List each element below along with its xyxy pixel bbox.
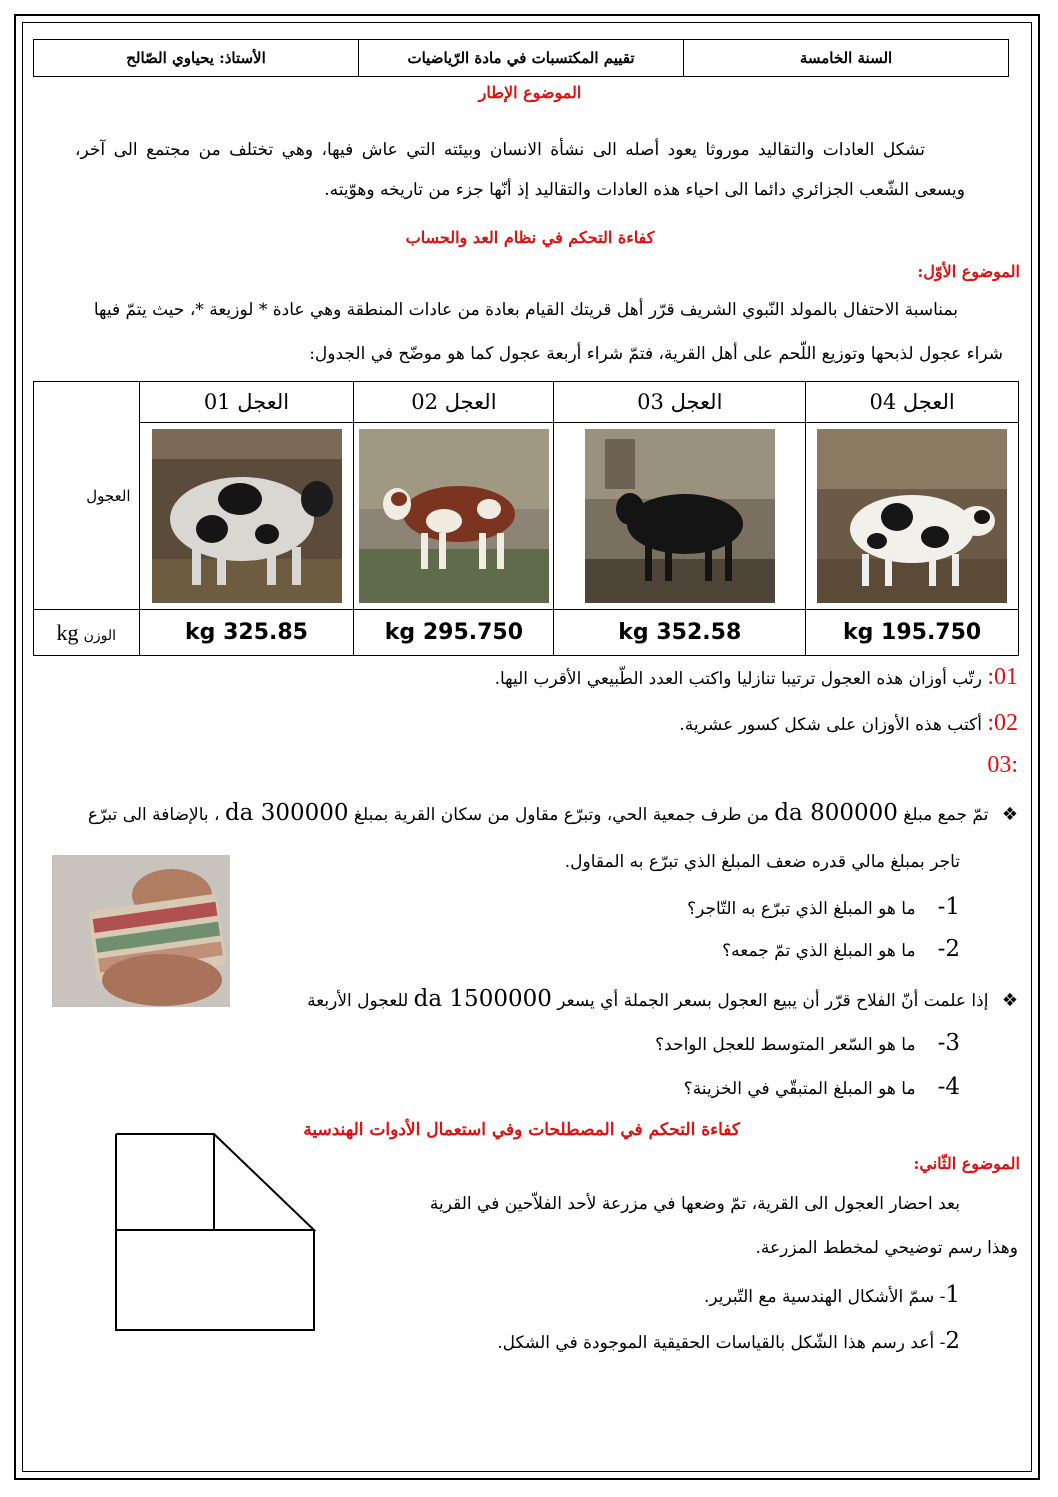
q3-sub-3-text: ما هو السّعر المتوسط للعجل الواحد؟ [655,1035,916,1055]
calf-2-photo-cell [354,423,554,610]
calf-1-name: العجل 01 [139,382,354,423]
calf-2-weight: 295.750 kg [354,610,554,656]
q3-b1-amount1: 800000 da [774,800,898,826]
weight-row-label-cell [34,610,140,656]
calf-1-photo [147,429,347,603]
topic-1-title: الموضوع الأوّل: [917,262,1020,281]
calf-3-name: العجل 03 [554,382,806,423]
calf-4-photo-cell [806,423,1019,610]
q3-b1-amount2: 300000 da [224,800,349,826]
q3-sub-4-number: 4- [937,1074,960,1100]
diamond-bullet-icon: ❖ [1001,804,1018,825]
question-1-text: رتّب أوزان هذه العجول ترتيبا تنازليا واكتب العدد الطّبيعي الأقرب اليها. [494,669,982,689]
q3-sub-4 [684,1074,960,1100]
header-teacher: الأستاذ: يحياوي الصّالح [126,49,266,67]
farm-rectangle-shape [116,1230,314,1330]
topic-2-title: الموضوع الثّاني: [913,1154,1020,1173]
calf-4-name: العجل 04 [806,382,1019,423]
topic-2-q1-text: - سمّ الأشكال الهندسية مع التّبرير. [703,1287,946,1307]
q3-sub-3 [655,1030,960,1056]
farm-plan-diagram [110,1130,324,1334]
q3-sub-1 [687,894,960,920]
q3-sub-1-text: ما هو المبلغ الذي تبرّع به التّاجر؟ [687,899,916,919]
q3-b1-part3: ، بالإضافة الى تبرّع [87,805,220,825]
q3-sub-2-number: 2- [937,936,960,962]
q3-sub-2-text: ما هو المبلغ الذي تمّ جمعه؟ [722,941,916,961]
calves-row-label: العجول [34,382,140,610]
weight-unit: kg [56,619,79,645]
competency-2-title: كفاءة التحكم في المصطلحات وفي استعمال الأدوات الهندسية [303,1120,740,1140]
q3-bullet-1 [88,800,1018,826]
calf-3-weight: 352.58 kg [554,610,806,656]
competency-1-title: كفاءة التحكم في نظام العد والحساب [405,228,655,247]
q3-b2-amount: 1500000 da [413,986,552,1012]
calf-4-photo [817,429,1007,603]
topic-2-line1: بعد احضار العجول الى القرية، تمّ وضعها في مزرعة لأحد الفلاّحين في القرية [429,1194,960,1214]
q3-sub-4-text: ما هو المبلغ المتبقّي في الخزينة؟ [683,1079,916,1099]
framework-text: تشكل العادات والتقاليد موروثا يعود أصله الى نشأة الانسان وبيئته التي عاش فيها، وهي تختلف من مجتمع الى آخر، ويسعى الشّعب الجزائري دائما الى احياء هذه العادات والتقاليد إذ أنّها جزء من تاريخه وهوّيته. [75,140,965,200]
calf-1-weight: 325.85 kg [139,610,354,656]
calf-1-photo-cell [139,423,354,610]
topic-1-text-line2: شراء عجول لذبحها وتوزيع اللّحم على أهل القرية، فتمّ شراء أربعة عجول كما هو موضّح في الجدول: [309,344,1003,364]
topic-2-q2-text: - أعد رسم هذا الشّكل بالقياسات الحقيقية الموجودة في الشكل. [497,1333,946,1353]
topic-2-q2-number: 2 [945,1328,960,1354]
framework-title: الموضوع الإطار [478,83,582,102]
calf-3-photo-cell [554,423,806,610]
header-level: السنة الخامسة [683,40,1008,76]
question-1 [495,664,1018,691]
question-2-text: أكتب هذه الأوزان على شكل كسور عشرية. [679,715,982,735]
calf-2-photo [359,429,549,603]
calf-3-photo [564,429,796,603]
topic-1-text-line1: بمناسبة الاحتفال بالمولد النّبوي الشريف قرّر أهل قريتك القيام بعادة من عادات المنطقة وهي عادة * لوزيعة *، حيث يتمّ فيها [93,300,958,320]
question-1-number: 01 [994,664,1018,690]
q3-b1-line2: تاجر بمبلغ مالي قدره ضعف المبلغ الذي تبرّع به المقاول. [564,852,960,872]
topic-2-line2: وهذا رسم توضيحي لمخطط المزرعة. [755,1238,1018,1258]
question-3-label: :03 [987,752,1018,778]
q3-b1-part2: من طرف جمعية الحي، وتبرّع مقاول من سكان القرية بمبلغ [353,805,769,825]
calf-4-weight: 195.750 kg [806,610,1019,656]
topic-2-q1-number: 1 [945,1282,960,1308]
header-subject: تقييم المكتسبات في مادة الرّياضيات [358,40,683,76]
calf-2-name: العجل 02 [354,382,554,423]
question-2-sep: : [987,710,994,736]
weight-row-label: الوزن [83,627,117,644]
header-table [33,39,1009,77]
question-2 [679,710,1018,737]
q3-sub-2 [722,936,960,962]
q3-sub-3-number: 3- [937,1030,960,1056]
q3-b2-part1: إذا علمت أنّ الفلاح قرّر أن يبيع العجول بسعر الجملة أي يسعر [557,991,989,1011]
topic-2-question-2 [497,1328,960,1354]
q3-b1-part1: تمّ جمع مبلغ [903,805,989,825]
q3-b2-part2: للعجول الأربعة [307,991,409,1011]
calves-table [33,381,1019,656]
q3-sub-1-number: 1- [937,894,960,920]
q3-bullet-2 [307,986,1018,1012]
question-1-sep: : [987,664,994,690]
diamond-bullet-icon: ❖ [1001,990,1018,1011]
question-2-number: 02 [994,710,1018,736]
topic-2-question-1 [704,1282,960,1308]
money-photo [52,855,230,1007]
